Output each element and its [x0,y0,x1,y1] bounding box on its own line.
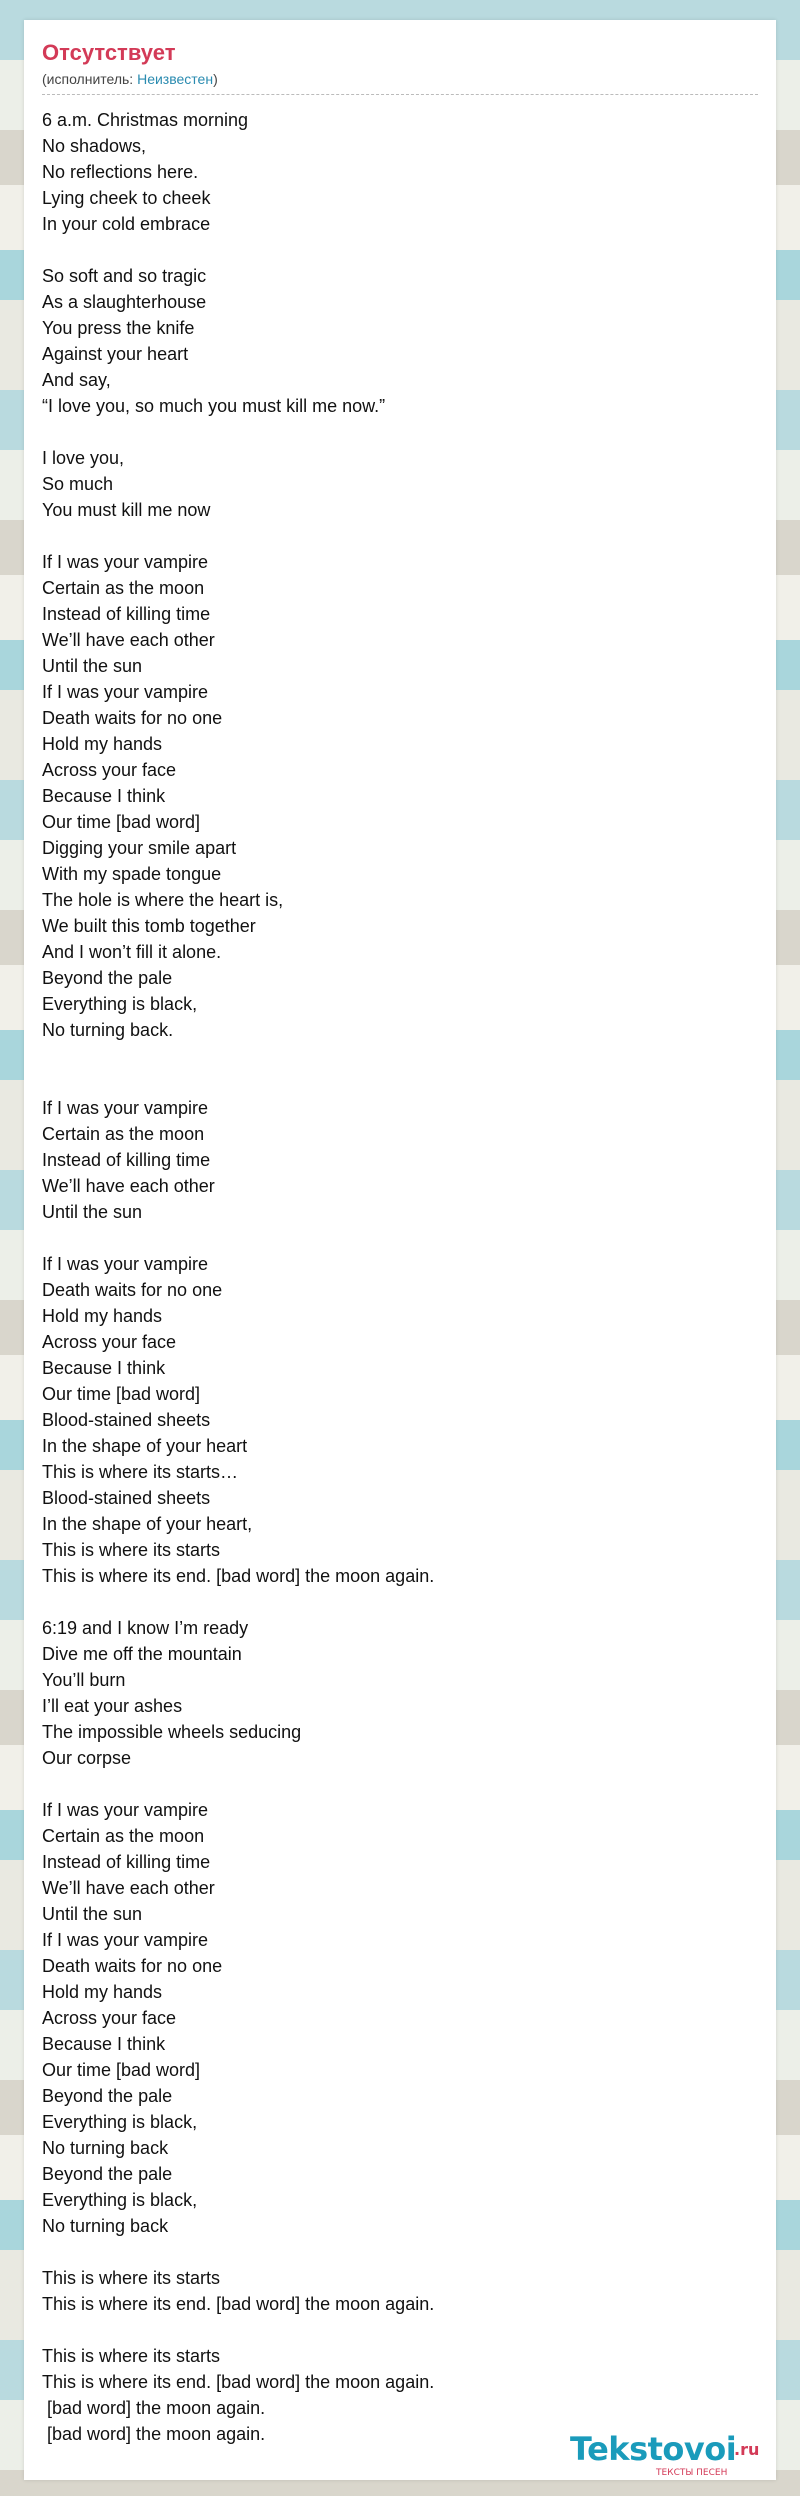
lyric-line: Everything is black, [42,2190,198,2210]
lyric-line: You press the knife [42,318,195,338]
lyric-line [42,1069,758,1095]
lyric-line: Hold my hands [42,734,163,754]
lyric-line: If I was your vampire [42,1800,209,1820]
logo-tagline: ТЕКСТЫ ПЕСЕН [656,2468,728,2478]
lyric-line [42,1043,758,1069]
lyric-line: “I love you, so much you must kill me now.” [42,396,386,416]
lyric-line [42,1225,758,1251]
lyric-line: With my spade tongue [42,864,222,884]
lyric-line [42,237,758,263]
lyric-line: Our time [bad word] [42,1384,201,1404]
lyric-line: The impossible wheels seducing [42,1722,302,1742]
lyrics-card [24,20,776,2480]
lyric-line: Across your face [42,760,177,780]
lyric-line: No turning back [42,2138,169,2158]
lyric-line [42,2317,758,2343]
site-logo[interactable] [570,2430,770,2480]
lyric-line: Certain as the moon [42,1826,205,1846]
lyric-line: No turning back. [42,1020,174,1040]
lyric-line: If I was your vampire [42,1930,209,1950]
lyric-line [42,523,758,549]
artist-line [42,70,758,95]
lyric-line: Instead of killing time [42,1150,211,1170]
lyric-line: Certain as the moon [42,578,205,598]
lyric-line: We’ll have each other [42,1176,215,1196]
lyric-line: I’ll eat your ashes [42,1696,183,1716]
lyric-line: This is where its starts [42,2268,221,2288]
lyric-line: Against your heart [42,344,189,364]
lyric-line: [bad word] the moon again. [42,2398,266,2418]
lyric-line: Lying cheek to cheek [42,188,211,208]
logo-name: Tekstovoi [570,2430,737,2468]
lyric-line [42,419,758,445]
lyric-line: So soft and so tragic [42,266,207,286]
lyric-line: Death waits for no one [42,708,223,728]
lyric-line: Everything is black, [42,994,198,1014]
artist-link[interactable]: Неизвестен [137,71,214,87]
lyric-line: Until the sun [42,1202,143,1222]
lyric-line: In the shape of your heart [42,1436,248,1456]
lyric-line: Our corpse [42,1748,132,1768]
lyric-line: This is where its starts… [42,1462,239,1482]
lyric-line: No turning back [42,2216,169,2236]
lyric-line: Everything is black, [42,2112,198,2132]
lyric-line: Instead of killing time [42,1852,211,1872]
lyric-line: This is where its end. [bad word] the moon again. [42,1566,435,1586]
lyric-line: Certain as the moon [42,1124,205,1144]
lyric-line [42,1589,758,1615]
lyric-line: Death waits for no one [42,1956,223,1976]
song-title: Отсутствует [42,40,176,65]
lyric-line: The hole is where the heart is, [42,890,284,910]
lyric-line: I love you, [42,448,125,468]
lyric-line [42,1771,758,1797]
lyric-line: We’ll have each other [42,630,215,650]
lyric-line: You’ll burn [42,1670,126,1690]
lyric-line: Death waits for no one [42,1280,223,1300]
lyric-line: Across your face [42,1332,177,1352]
lyric-line: And say, [42,370,111,390]
lyric-line: Because I think [42,2034,166,2054]
lyric-line: Because I think [42,786,166,806]
lyric-line: Dive me off the mountain [42,1644,242,1664]
lyric-line: Digging your smile apart [42,838,237,858]
lyric-line: 6:19 and I know I’m ready [42,1618,249,1638]
lyric-line: Instead of killing time [42,604,211,624]
lyric-line: Hold my hands [42,1306,163,1326]
lyric-line: Beyond the pale [42,2164,173,2184]
lyric-line: Blood-stained sheets [42,1410,211,1430]
lyric-line: Hold my hands [42,1982,163,2002]
lyric-line: If I was your vampire [42,682,209,702]
lyric-line: In the shape of your heart, [42,1514,253,1534]
lyrics-text [42,107,758,2447]
logo-tld: .ru [734,2440,760,2459]
lyric-line: As a slaughterhouse [42,292,207,312]
lyric-line: Blood-stained sheets [42,1488,211,1508]
lyric-line: This is where its end. [bad word] the moon again. [42,2294,435,2314]
lyric-line: In your cold embrace [42,214,211,234]
lyric-line: Beyond the pale [42,968,173,988]
lyric-line: Our time [bad word] [42,2060,201,2080]
lyric-line: No reflections here. [42,162,199,182]
lyric-line: Our time [bad word] [42,812,201,832]
lyric-line: So much [42,474,114,494]
lyric-line: Until the sun [42,1904,143,1924]
lyric-line: Because I think [42,1358,166,1378]
lyric-line: We’ll have each other [42,1878,215,1898]
lyric-line [42,2239,758,2265]
lyric-line: 6 a.m. Christmas morning [42,110,249,130]
lyric-line: This is where its starts [42,2346,221,2366]
lyric-line: And I won’t fill it alone. [42,942,222,962]
lyric-line: [bad word] the moon again. [42,2424,266,2444]
lyric-line: If I was your vampire [42,1254,209,1274]
lyric-line: We built this tomb together [42,916,256,936]
lyric-line: You must kill me now [42,500,211,520]
lyric-line: This is where its starts [42,1540,221,1560]
artist-suffix: ) [213,71,218,87]
lyric-line: No shadows, [42,136,147,156]
artist-prefix: (исполнитель: [42,71,138,87]
lyric-line: This is where its end. [bad word] the moon again. [42,2372,435,2392]
lyric-line: If I was your vampire [42,1098,209,1118]
lyric-line: Across your face [42,2008,177,2028]
lyric-line: Until the sun [42,656,143,676]
lyric-line: Beyond the pale [42,2086,173,2106]
lyric-line: If I was your vampire [42,552,209,572]
